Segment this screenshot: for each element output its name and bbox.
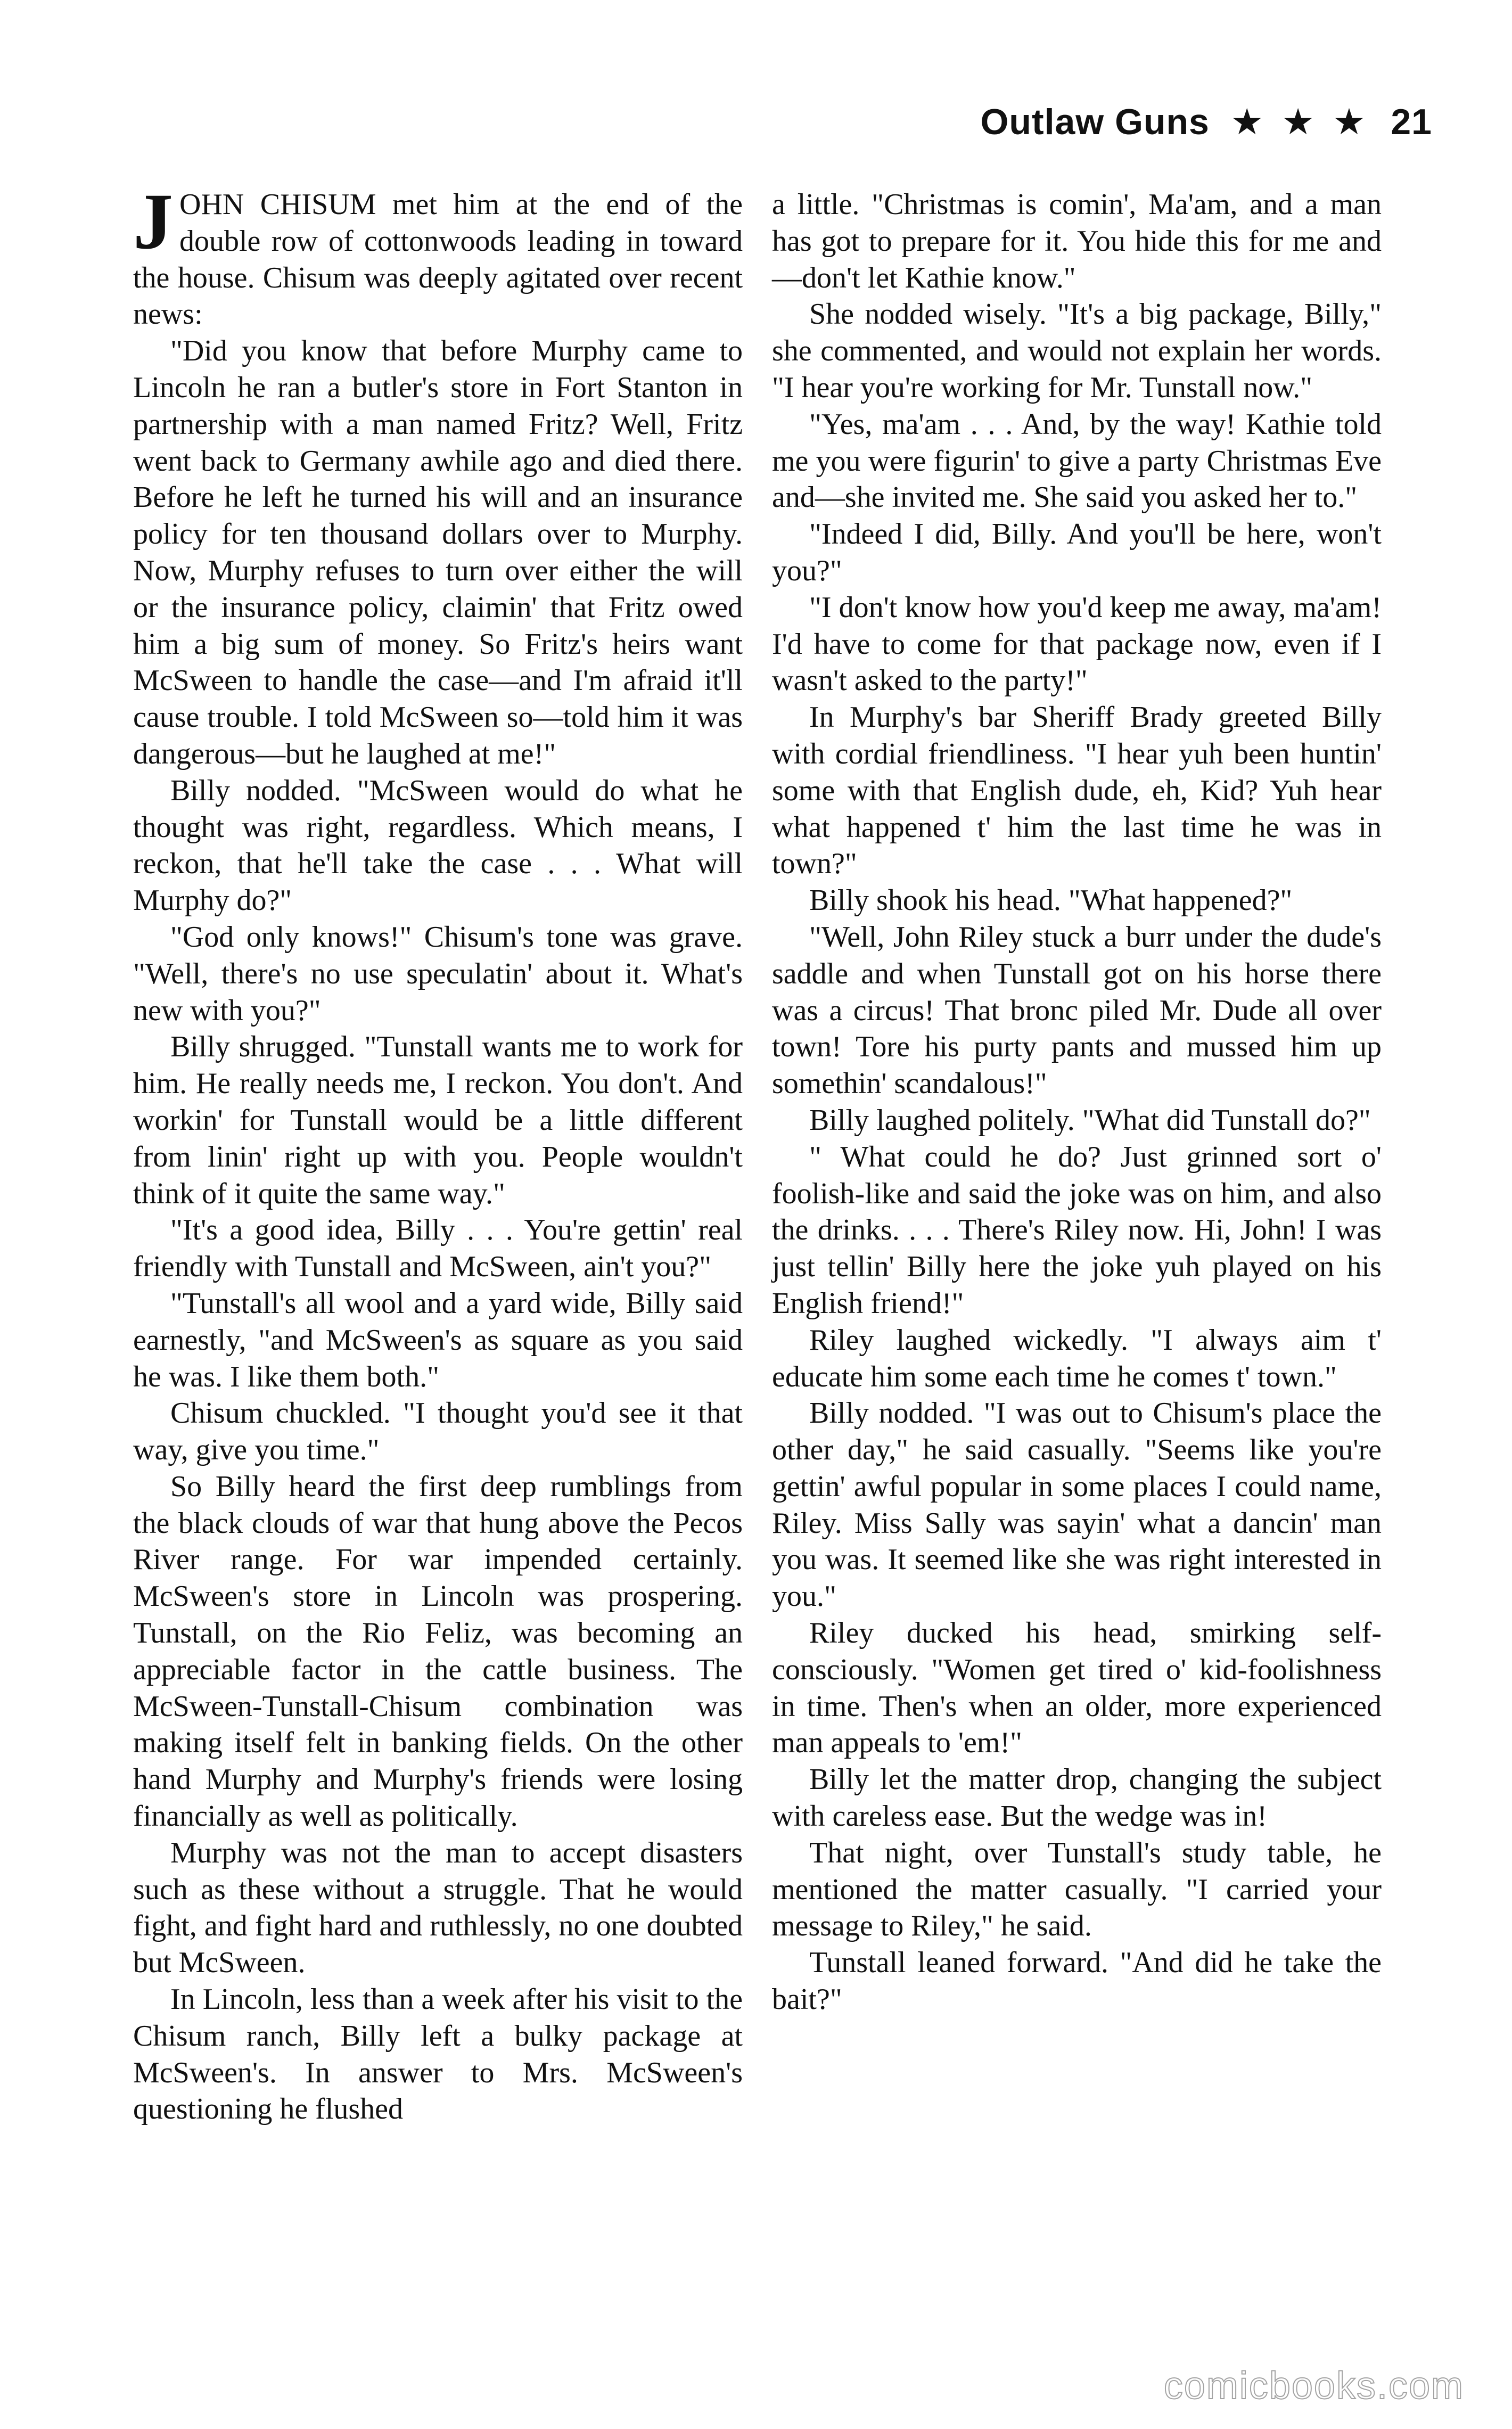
paragraph: So Billy heard the first deep rumblings from the black clouds of war that hung above the Pecos River range. For war impended certainly. McSween's store in Lincoln was prospering. Tunstall, on the Rio Feliz, was becoming an appreciable factor in the cattle business. The McSween-Tunstall-Chisum combination was making itself felt in banking fields. On the other hand Murphy and Murphy's friends were losing financially as well as politically.: [133, 1470, 743, 1833]
page-number: 21: [1391, 102, 1432, 142]
paragraph: "Well, John Riley stuck a burr under the dude's saddle and when Tunstall got on his horse there was a circus! That bronc piled Mr. Dude all over town! Tore his purty pants and mussed him up somethin' scandalous!": [772, 920, 1382, 1101]
paragraph: "Did you know that before Murphy came to Lincoln he ran a butler's store in Fort Stanton in partnership with a man named Fritz? Well, Fritz went back to Germany awhile ago and died there. Before he left he turned his will and an insurance policy for ten thousand dollars over to Murphy. Now, Murphy refuses to turn over either the will or the insurance policy, claimin' that Fritz owed him a big sum of money. So Fritz's heirs want McSween to handle the case—and I'm afraid it'll cause trouble. I told McSween so—told him it was dangerous—but he laughed at me!": [133, 334, 743, 770]
running-header: [981, 101, 1432, 143]
paragraph: Billy nodded. "I was out to Chisum's place the other day," he said casually. "Seems like you're gettin' awful popular in some places I could name, Riley. Miss Sally was sayin' what a dancin' man you was. It seemed like she was right interested in you.": [772, 1397, 1382, 1613]
paragraph: Billy laughed politely. "What did Tunstall do?": [809, 1103, 1371, 1137]
site-watermark: comicbooks.com: [1163, 2365, 1464, 2407]
paragraph: "God only knows!" Chisum's tone was grave. "Well, there's no use speculatin' about it. What's new with you?": [133, 920, 743, 1027]
paragraph: Tunstall leaned forward. "And did he take the bait?": [772, 1946, 1382, 2016]
header-stars: ★ ★ ★: [1230, 102, 1370, 142]
paragraph: Riley ducked his head, smirking self-consciously. "Women get tired o' kid-foolishness in time. Then's when an older, more experienced man appeals to 'em!": [772, 1616, 1382, 1760]
paragraph: That night, over Tunstall's study table, he mentioned the matter casually. "I carried your message to Riley," he said.: [772, 1836, 1382, 1943]
drop-cap: J: [133, 177, 173, 266]
right-column: [772, 186, 1382, 2018]
paragraph: Chisum chuckled. "I thought you'd see it that way, give you time.": [133, 1397, 743, 1467]
paragraph: "Yes, ma'am . . . And, by the way! Kathie told me you were figurin' to give a party Christmas Eve and—she invited me. She said you asked her to.": [772, 407, 1382, 514]
paragraph: In Murphy's bar Sheriff Brady greeted Billy with cordial friendliness. "I hear yuh been huntin' some with that English dude, eh, Kid? Yuh hear what happened t' him the last time he was in town?": [772, 701, 1382, 881]
paragraph: In Lincoln, less than a week after his visit to the Chisum ranch, Billy left a bulky package at McSween's. In answer to Mrs. McSween's questioning he flushed: [133, 1983, 743, 2126]
paragraph: Murphy was not the man to accept disasters such as these without a struggle. That he would fight, and fight hard and ruthlessly, no one doubted but McSween.: [133, 1836, 743, 1980]
paragraph-text: OHN CHISUM met him at the end of the double row of cottonwoods leading in toward the house. Chisum was deeply agitated over recent news:: [133, 188, 743, 331]
paragraph: " What could he do? Just grinned sort o' foolish-like and said the joke was on him, and also the drinks. . . . There's Riley now. Hi, John! I was just tellin' Billy here the joke yuh played on his English friend!": [772, 1140, 1382, 1320]
paragraph: "Tunstall's all wool and a yard wide, Billy said earnestly, "and McSween's as square as you said he was. I like them both.": [133, 1286, 743, 1393]
header-title: Outlaw Guns: [980, 102, 1210, 142]
paragraph-continued: a little. "Christmas is comin', Ma'am, and a man has got to prepare for it. You hide this for me and—don't let Kathie know.": [772, 188, 1382, 294]
paragraph: Riley laughed wickedly. "I always aim t' educate him some each time he comes t' town.": [772, 1323, 1382, 1393]
paragraph: She nodded wisely. "It's a big package, Billy," she commented, and would not explain her words. "I hear you're working for Mr. Tunstall now.": [772, 298, 1382, 404]
left-column: [133, 177, 743, 2128]
paragraph: "I don't know how you'd keep me away, ma'am! I'd have to come for that package now, even if I wasn't asked to the party!": [772, 590, 1382, 697]
paragraph: Billy shook his head. "What happened?": [809, 884, 1293, 917]
paragraph: Billy shrugged. "Tunstall wants me to work for him. He really needs me, I reckon. You don't. And workin' for Tunstall would be a little different from linin' right up with you. People wouldn't think of it quite the same way.": [133, 1030, 743, 1210]
paragraph: "It's a good idea, Billy . . . You're gettin' real friendly with Tunstall and McSween, ain't you?": [133, 1213, 743, 1284]
paragraph: Billy let the matter drop, changing the subject with careless ease. But the wedge was in!: [772, 1763, 1382, 1833]
paragraph: "Indeed I did, Billy. And you'll be here, won't you?": [772, 518, 1382, 587]
paragraph: [133, 177, 743, 333]
paragraph: Billy nodded. "McSween would do what he thought was right, regardless. Which means, I reckon, that he'll take the case . . . What will Murphy do?": [133, 774, 743, 917]
